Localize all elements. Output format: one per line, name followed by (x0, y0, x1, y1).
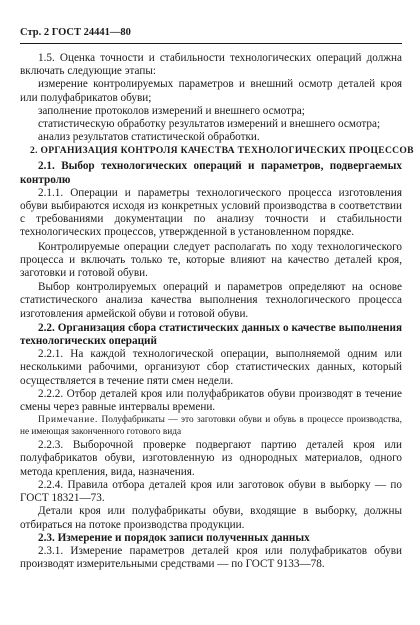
note-text: Полуфабрикаты — это заготовки обуви и обувь в процессе производства, не имеющая законченного готового вида (20, 415, 402, 437)
paragraph-1-5-item-a: измерение контролируемых параметров и внешний осмотр деталей кроя или полуфабрикатов обуви; (20, 78, 402, 104)
subsection-2-2-heading: 2.2. Организация сбора статистических данных о качестве выполнения технологических операций (20, 321, 402, 348)
paragraph-2-2-4: 2.2.4. Правила отбора деталей кроя или заготовок обуви в выборку — по ГОСТ 18321—73. (20, 478, 402, 505)
note-label: Примечание. (38, 415, 99, 426)
paragraph-2-1-1: 2.1.1. Операции и параметры технологического процесса изготовления обуви выбираются исходя из конкретных условий производства в соответствии с требованиями документации по анализу точности и стабильности технологических процессов, утвержденной в установленном порядке. (20, 186, 402, 239)
paragraph-2-2-2: 2.2.2. Отбор деталей кроя или полуфабрикатов обуви производят в течение смены через равные интервалы времени. (20, 387, 402, 414)
section-2-heading: 2. ОРГАНИЗАЦИЯ КОНТРОЛЯ КАЧЕСТВА ТЕХНОЛОГИЧЕСКИХ ПРОЦЕССОВ (30, 145, 414, 157)
paragraph-1-5-item-b: заполнение протоколов измерений и внешнего осмотра; (38, 104, 305, 117)
header-rule (20, 43, 402, 44)
paragraph-2-2-4-b: Детали кроя или полуфабрикаты обуви, входящие в выборку, должны отбираться на потоке производства продукции. (20, 505, 402, 531)
paragraph-2-3-1: 2.3.1. Измерение параметров деталей кроя или полуфабрикатов обуви производят измерительными средствами — по ГОСТ 9133—78. (20, 544, 402, 571)
subsection-2-3-heading: 2.3. Измерение и порядок записи полученных данных (38, 531, 310, 544)
paragraph-2-1-1-c: Выбор контролируемых операций и параметров определяют на основе статистического анализа качества выполнения технологического процесса изготовления армейской обуви и готовой обуви. (20, 281, 402, 320)
paragraph-1-5: 1.5. Оценка точности и стабильности технологических операций должна включать следующие этапы: (20, 52, 402, 78)
note (20, 415, 402, 438)
paragraph-2-2-1: 2.2.1. На каждой технологической операции, выполняемой одним или несколькими рабочими, организуют сбор статистических данных, который осуществляется в течение пяти смен недели. (20, 348, 402, 387)
document-body (20, 52, 414, 571)
paragraph-1-5-item-d: анализ результатов статистической обработки. (38, 131, 260, 144)
paragraph-2-2-3: 2.2.3. Выборочной проверке подвергают партию деталей кроя или полуфабрикатов обуви, изготовленную из однородных материалов, одного метода крепления, вида, назначения. (20, 439, 402, 478)
page-header: Стр. 2 ГОСТ 24441—80 (20, 27, 131, 38)
paragraph-2-1-1-b: Контролируемые операции следует располагать по ходу технологического процесса и включать только те, которые влияют на качество деталей кроя, заготовки и готовой обуви. (20, 240, 402, 280)
paragraph-1-5-item-c: статистическую обработку результатов измерений и внешнего осмотра; (38, 118, 381, 131)
subsection-2-1-heading: 2.1. Выбор технологических операций и параметров, подвергаемых контролю (20, 160, 402, 186)
